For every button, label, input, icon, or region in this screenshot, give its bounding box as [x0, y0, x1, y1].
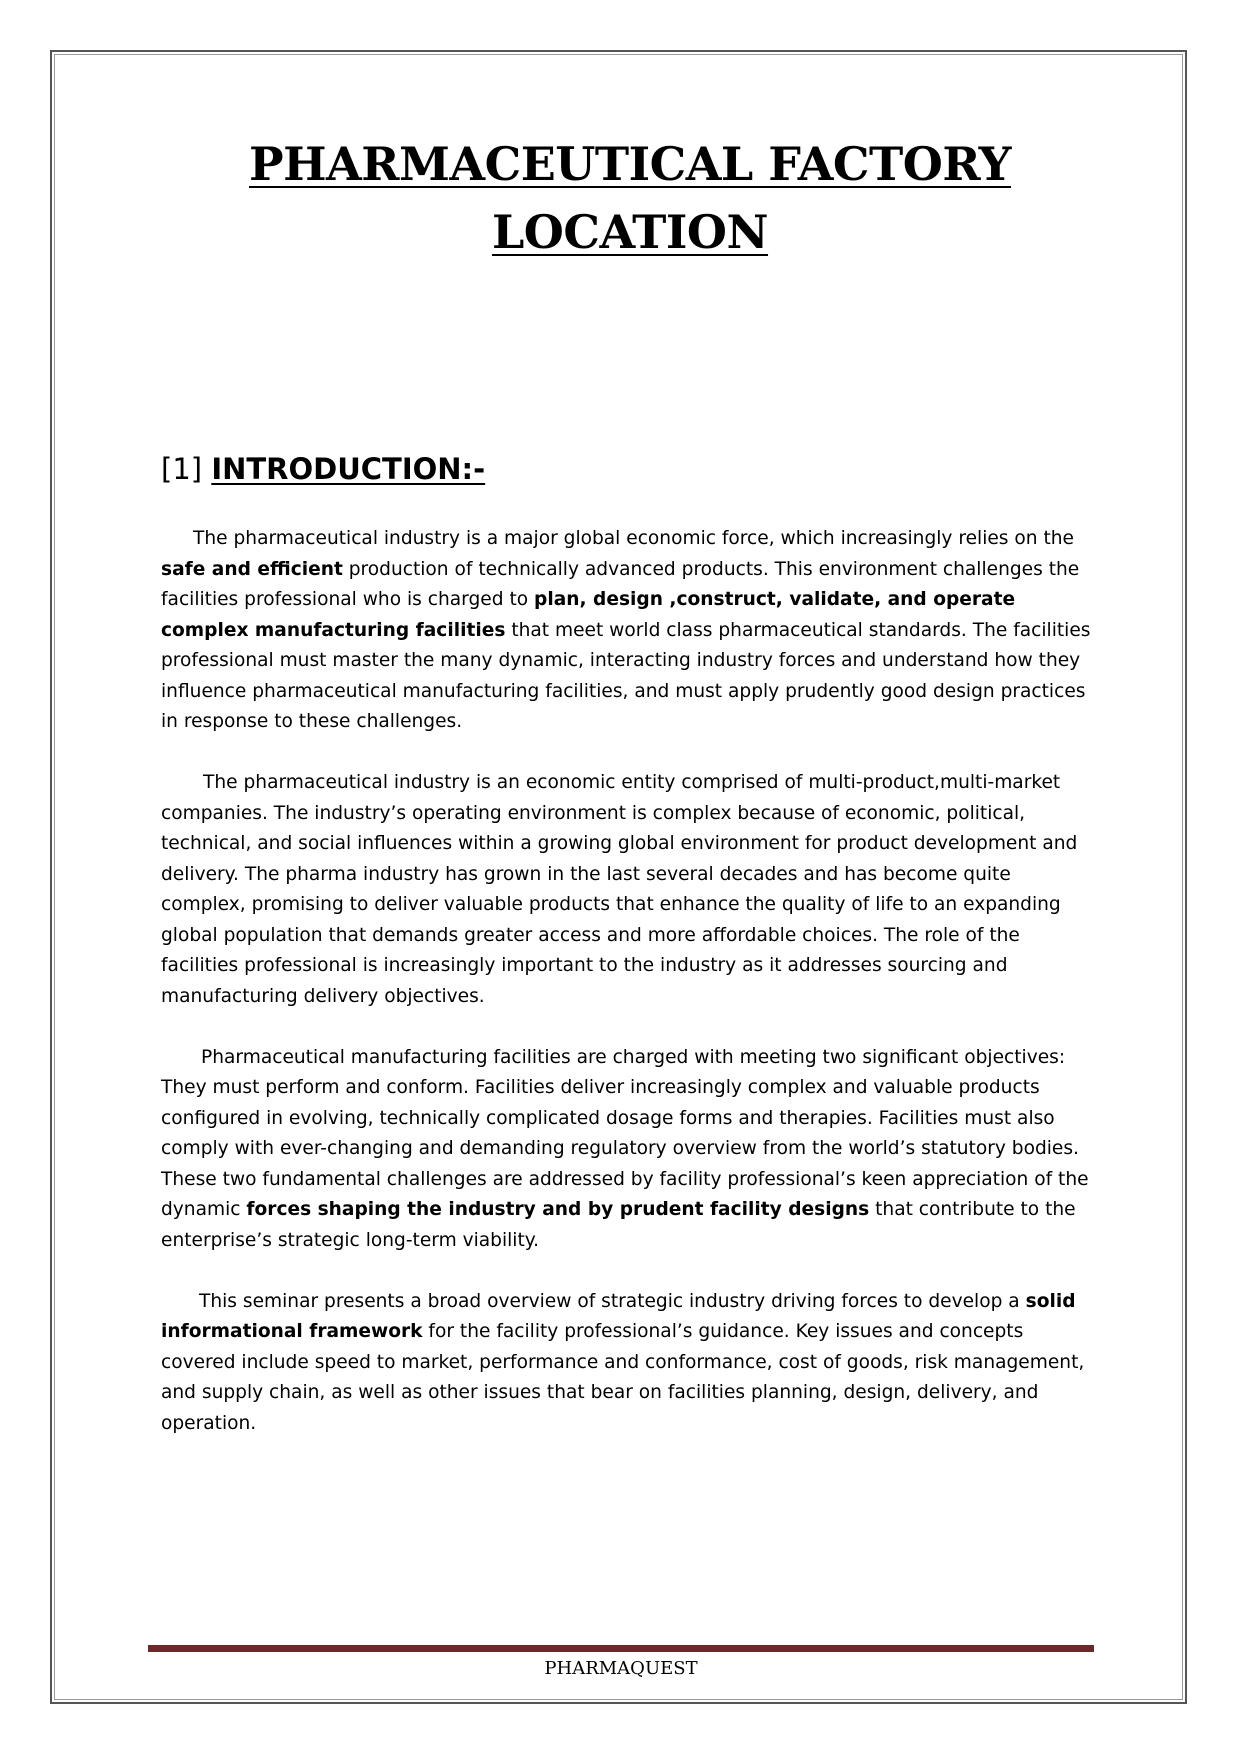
bold-text-run: solid informational framework — [161, 1290, 1076, 1342]
section-heading — [161, 452, 485, 486]
footer-text: PHARMAQUEST — [544, 1658, 698, 1679]
footer-rule — [148, 1645, 1094, 1652]
text-run: that meet world class pharmaceutical standards. The facilities professional must master the many dynamic, interacting industry forces and understand how they influence pharmaceutical manufacturing facilities, and must apply prudently good design practices in response to these challenges. — [161, 619, 1091, 732]
body-text — [161, 524, 1093, 1470]
text-run: The pharmaceutical industry is an economic entity comprised of multi-product,multi-market companies. The industry’s operating environment is complex because of economic, political, technical, and social influences within a growing global environment for product development and delivery. The pharma industry has grown in the last several decades and has become quite complex, promising to deliver valuable products that enhance the quality of life to an expanding global population that demands greater access and more affordable choices. The role of the facilities professional is increasingly important to the industry as it addresses sourcing and manufacturing delivery objectives. — [161, 772, 1078, 1007]
text-run: for the facility professional’s guidance. Key issues and concepts covered include speed to market, performance and conformance, cost of goods, risk management, and supply chain, as well as other issues that bear on facilities planning, design, delivery, and operation. — [161, 1321, 1085, 1434]
text-run: This seminar presents a broad overview of strategic industry driving forces to develop a — [199, 1290, 1026, 1312]
title-line-1: PHARMACEUTICAL FACTORY — [249, 137, 1011, 191]
section-number: [1] — [161, 452, 203, 486]
text-run: that contribute to the enterprise’s strategic long-term viability. — [161, 1199, 1076, 1251]
bold-text-run: safe and efficient — [161, 558, 343, 580]
text-run: production of technically advanced products. This environment challenges the facilities professional who is charged to — [161, 558, 1080, 610]
bold-text-run: plan, design ,construct, validate, and operate complex manufacturing facilities — [161, 589, 1016, 641]
paragraph — [161, 1287, 1093, 1440]
bold-text-run: forces shaping the industry and by prudent facility designs — [246, 1199, 870, 1220]
paragraph — [161, 768, 1093, 1012]
section-label: INTRODUCTION:- — [211, 452, 486, 486]
paragraph — [161, 1043, 1093, 1257]
title-line-2: LOCATION — [491, 205, 769, 259]
paragraph — [161, 524, 1093, 738]
document-title — [150, 130, 1110, 266]
text-run: The pharmaceutical industry is a major global economic force, which increasingly relies on the — [193, 528, 1074, 549]
text-run: Pharmaceutical manufacturing facilities are charged with meeting two significant objectives: They must perform and conform. Facilities deliver increasingly complex and valuable products configured in evolving, technically complicated dosage forms and therapies. Facilities must also comply with ever-changing and demanding regulatory overview from the world’s statutory bodies. These two fundamental challenges are addressed by facility professional’s keen appreciation of the dynamic — [161, 1046, 1089, 1220]
